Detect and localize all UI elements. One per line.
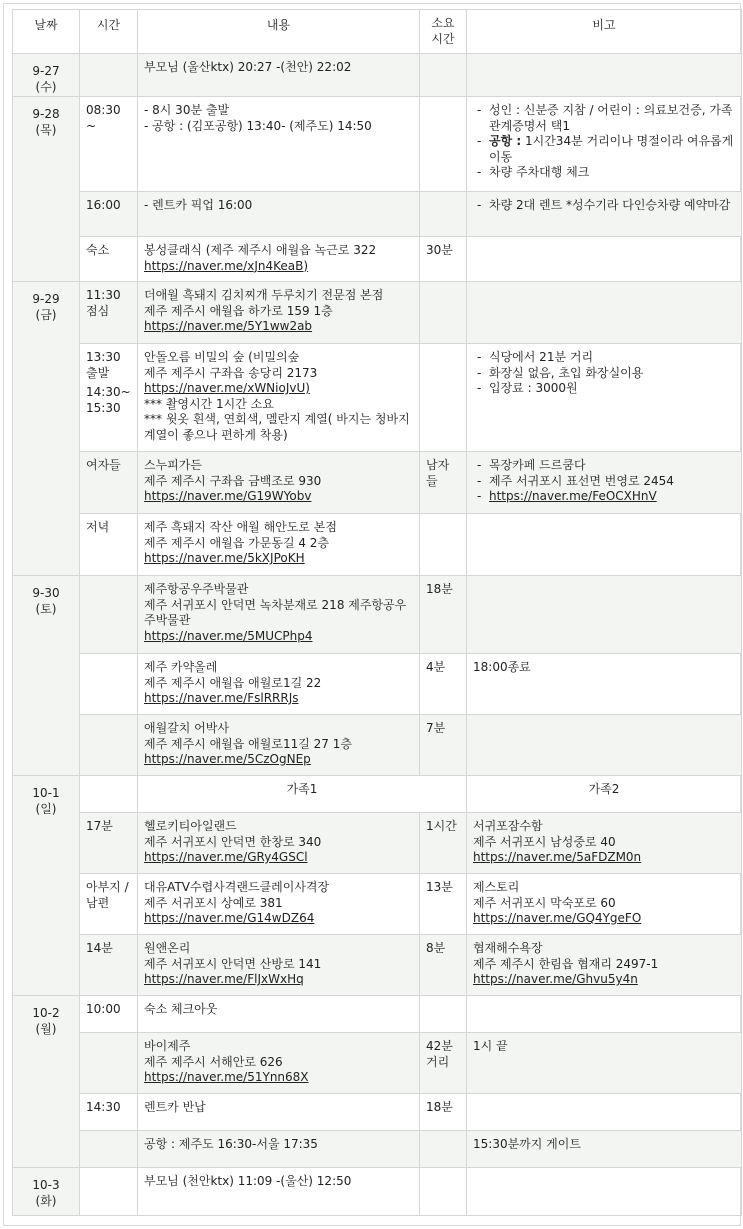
date-label: 10-3 [32, 1178, 60, 1192]
remarks-cell [467, 935, 742, 996]
list-item: - 화장실 없음, 초입 화장실이용 [473, 366, 735, 382]
content-text: 스누피가든 [144, 458, 202, 472]
remarks-cell: 1시 끝 [467, 1033, 742, 1094]
table-row [13, 514, 742, 576]
duration-cell: 18분 [420, 576, 467, 654]
duration-cell: 1시간 [420, 813, 467, 874]
content-text: 제주 서귀포시 남성중로 40 [473, 834, 616, 849]
content-text: 제주 서귀포시 막숙포로 60 [473, 895, 616, 910]
duration-cell [420, 996, 467, 1033]
duration-cell [420, 282, 467, 344]
duration-cell [420, 1168, 467, 1216]
duration-cell [420, 452, 467, 514]
remarks-cell [467, 237, 742, 282]
content-text: 헬로키티아일랜드 [144, 819, 237, 833]
content-text: 제주 제주시 애월읍 가문동길 4 2층 [144, 535, 330, 550]
naver-link[interactable]: https://naver.me/xJn4KeaB) [144, 258, 309, 273]
date-cell [13, 97, 80, 282]
content-text: 제주 서귀포시 안덕면 산방로 141 [144, 956, 322, 971]
time-cell [80, 97, 138, 192]
content-text: 협재해수욕장 [473, 941, 543, 955]
table-row [13, 715, 742, 776]
list-item: - 목장카페 드르쿰다 [473, 458, 735, 474]
content-text: 제주 제주시 서해안로 626 [144, 1054, 283, 1069]
content-text: 대유ATV수렵사격랜드클레이사격장 [144, 880, 330, 894]
weekday-label: (금) [35, 307, 57, 322]
table-row [13, 237, 742, 282]
table-row [13, 1131, 742, 1168]
time-cell [80, 1131, 138, 1168]
content-cell [138, 97, 420, 192]
naver-link[interactable]: https://naver.me/FlJxWxHq [144, 972, 304, 986]
content-text: 봉성클래식 (제주 제주시 애월읍 녹근로 322 [144, 243, 377, 257]
bold-label: 공항 : [489, 134, 522, 148]
list-item: - 성인 : 신분증 지참 / 어린이 : 의료보건증, 가족관계증명서 택1 [473, 103, 735, 134]
date-cell [13, 996, 80, 1168]
time-cell [80, 654, 138, 715]
table-row [13, 654, 742, 715]
weekday-label: (목) [35, 122, 57, 137]
table-row [13, 996, 742, 1033]
table-row [13, 192, 742, 237]
time-cell [80, 776, 138, 813]
naver-link[interactable]: https://naver.me/5MUCPhp4 [144, 628, 313, 643]
content-text: 제주 제주시 구좌읍 송당리 2173 [144, 365, 318, 380]
content-cell [138, 874, 420, 935]
remarks-cell [467, 715, 742, 776]
date-label: 10-1 [32, 786, 60, 800]
content-text: 제주 제주시 애월읍 애월로1길 22 [144, 675, 322, 690]
remarks-cell [467, 874, 742, 935]
content-text: 제주항공우주박물관 [144, 582, 249, 596]
content-cell [138, 282, 420, 344]
time-cell: 숙소 [80, 237, 138, 282]
naver-link[interactable]: https://naver.me/Ghvu5y4n [473, 972, 638, 986]
table-row [13, 54, 742, 97]
content-cell: 렌트카 반납 [138, 1094, 420, 1131]
duration-cell [420, 344, 467, 452]
time-cell: 14:30 [80, 1094, 138, 1131]
duration-cell: 30분 [420, 237, 467, 282]
time-text: 출발 [86, 365, 110, 380]
content-cell [138, 1033, 420, 1094]
content-text: 제주 제주시 애월읍 하가로 159 1층 [144, 303, 333, 318]
naver-link[interactable]: https://naver.me/xWNioJvU) [144, 381, 310, 395]
remarks-cell [467, 996, 742, 1033]
content-cell [138, 452, 420, 514]
table-row [13, 452, 742, 514]
table-row [13, 813, 742, 874]
date-label: 9-30 [32, 586, 60, 600]
time-text: ~ [86, 118, 97, 133]
time-cell [80, 54, 138, 97]
remarks-cell: 18:00종료 [467, 654, 742, 715]
time-cell: 여자들 [80, 452, 138, 514]
time-text: 08:30 [86, 103, 121, 117]
content-text: 제주 제주시 한림읍 협재리 2497-1 [473, 956, 659, 971]
content-cell [138, 54, 420, 97]
remarks-cell [467, 282, 742, 344]
header-content: 내용 [138, 10, 420, 54]
list-item: - 제주 서귀포시 표선면 번영로 2454 [473, 474, 735, 490]
list-item: - 입장료 : 3000원 [473, 381, 735, 397]
date-cell [13, 1168, 80, 1216]
content-text: - 8시 30분 출발 [144, 103, 230, 117]
naver-link[interactable]: https://naver.me/5Y1ww2ab [144, 319, 313, 333]
time-text: 아부지 / 남편 [86, 880, 129, 910]
time-cell [80, 1033, 138, 1094]
remarks-cell [467, 1094, 742, 1131]
list-item [473, 134, 735, 165]
content-text: 제스토리 [473, 880, 520, 894]
remarks-cell [467, 576, 742, 654]
header-remarks: 비고 [467, 10, 742, 54]
time-text: 11:30 [86, 288, 121, 302]
date-cell [13, 54, 80, 97]
weekday-label: (토) [35, 601, 57, 616]
duration-cell: 4분 [420, 654, 467, 715]
header-date: 날짜 [13, 10, 80, 54]
date-cell [13, 282, 80, 576]
content-text: *** 촬영시간 1시간 소요 [144, 396, 274, 411]
remarks-cell [467, 54, 742, 97]
time-cell: 10:00 [80, 996, 138, 1033]
content-text: 서귀포잠수함 [473, 819, 543, 833]
content-text: 원앤온리 [144, 941, 191, 955]
remarks-cell [467, 813, 742, 874]
header-duration [420, 10, 467, 54]
header-duration-line2: 시간 [431, 31, 455, 46]
content-text: 제주 카약올레 [144, 660, 218, 674]
content-text: 제주 서귀포시 안덕면 한창로 340 [144, 834, 322, 849]
time-text: 15:30 [86, 400, 121, 415]
content-text: 애월갈치 어박사 [144, 721, 229, 735]
remarks-cell [467, 452, 742, 514]
time-cell [80, 715, 138, 776]
date-cell [13, 576, 80, 776]
content-cell: 공항 : 제주도 16:30-서울 17:35 [138, 1131, 420, 1168]
date-label: 9-27 [32, 64, 60, 78]
content-cell [138, 715, 420, 776]
duration-cell: 18분 [420, 1094, 467, 1131]
table-row [13, 576, 742, 654]
time-cell: 16:00 [80, 192, 138, 237]
time-cell [80, 1168, 138, 1216]
time-cell [80, 874, 138, 935]
remarks-cell [467, 1168, 742, 1216]
content-cell [138, 813, 420, 874]
table-row [13, 282, 742, 344]
naver-link[interactable]: https://naver.me/5CzOgNEp [144, 752, 311, 766]
content-cell [138, 344, 420, 452]
content-text: 부모님 (울산ktx) 20:27 -(천안) 22:02 [144, 60, 352, 74]
duration-cell: 8분 [420, 935, 467, 996]
weekday-label: (월) [35, 1021, 57, 1036]
duration-cell [420, 192, 467, 237]
header-time: 시간 [80, 10, 138, 54]
date-cell [13, 776, 80, 996]
time-cell [80, 576, 138, 654]
table-row [13, 935, 742, 996]
content-cell: - 렌트카 픽업 16:00 [138, 192, 420, 237]
duration-cell [420, 514, 467, 576]
remarks-cell [467, 192, 742, 237]
list-item: - 차량 주차대행 체크 [473, 165, 735, 181]
content-cell [138, 237, 420, 282]
naver-link[interactable]: https://naver.me/51Ynn68X [144, 1070, 309, 1084]
time-cell: 14분 [80, 935, 138, 996]
content-cell [138, 576, 420, 654]
duration-cell [420, 97, 467, 192]
content-text: 바이제주 [144, 1039, 191, 1053]
table-row [13, 344, 742, 452]
naver-link[interactable]: - https://naver.me/FeOCXHnV [489, 489, 657, 503]
note-text: 1시간34분 거리이나 명절이라 여유롭게 이동 [489, 134, 734, 164]
table-row [13, 1168, 742, 1216]
family2-header: 가족2 [467, 776, 742, 813]
naver-link[interactable]: https://naver.me/G14wDZ64 [144, 911, 315, 925]
duration-cell [420, 1131, 467, 1168]
content-cell [138, 514, 420, 576]
content-text: 제주 흑돼지 작산 애월 해안도로 본점 [144, 520, 337, 534]
remarks-cell: 15:30분까지 게이트 [467, 1131, 742, 1168]
time-text: 14:30~ [86, 385, 131, 399]
content-text: 제주 서귀포시 상예로 381 [144, 895, 283, 910]
header-row [13, 10, 742, 54]
list-item: - 차량 2대 렌트 *성수기라 다인승차량 예약마감 [473, 198, 735, 214]
content-text: 안돌오름 비밀의 숲 (비밀의숲 [144, 350, 300, 364]
time-cell [80, 282, 138, 344]
naver-link[interactable]: https://naver.me/G19WYobv [144, 489, 312, 503]
list-item [473, 489, 735, 505]
content-cell: 부모님 (천안ktx) 11:09 -(울산) 12:50 [138, 1168, 420, 1216]
weekday-label: (일) [35, 801, 57, 816]
content-text: 더애월 흑돼지 김치찌개 두루치기 전문점 본점 [144, 288, 384, 302]
date-label: 9-29 [32, 292, 60, 306]
content-text: 제주 제주시 구좌읍 금백조로 930 [144, 473, 322, 488]
family1-header: 가족1 [138, 776, 467, 813]
content-text: 제주 제주시 애월읍 애월로11길 27 1층 [144, 736, 352, 751]
content-text: *** 윗옷 흰색, 연회색, 멜란지 계열( 바지는 청바지 계열이 좋으나 편하게 착용) [144, 412, 410, 442]
date-label: 10-2 [32, 1006, 60, 1020]
time-cell [80, 344, 138, 452]
content-cell [138, 935, 420, 996]
remarks-cell [467, 344, 742, 452]
duration-cell: 7분 [420, 715, 467, 776]
duration-cell [420, 54, 467, 97]
duration-text: 남자들 [426, 458, 450, 488]
content-cell [138, 654, 420, 715]
date-label: 9-28 [32, 107, 60, 121]
naver-link[interactable]: https://naver.me/FslRRRJs [144, 691, 299, 705]
time-cell: 저녁 [80, 514, 138, 576]
table-row [13, 97, 742, 192]
weekday-label: (화) [35, 1193, 57, 1208]
table-row [13, 1033, 742, 1094]
time-text: 13:30 [86, 350, 121, 364]
duration-text: 42분 거리 [426, 1039, 453, 1069]
naver-link[interactable]: https://naver.me/GRy4GSCl [144, 850, 308, 864]
schedule-table [12, 9, 742, 1216]
table-row [13, 874, 742, 935]
weekday-label: (수) [35, 79, 57, 94]
time-text: 점심 [86, 303, 110, 318]
naver-link[interactable]: https://naver.me/5aFDZM0n [473, 850, 642, 864]
remarks-list [473, 103, 735, 181]
remarks-cell [467, 514, 742, 576]
naver-link[interactable]: https://naver.me/GQ4YgeFO [473, 911, 642, 925]
time-cell: 17분 [80, 813, 138, 874]
naver-link[interactable]: https://naver.me/5kXJPoKH [144, 551, 305, 565]
content-text: - 공항 : (김포공항) 13:40- (제주도) 14:50 [144, 118, 372, 133]
duration-cell [420, 1033, 467, 1094]
content-text: 제주 서귀포시 안덕면 녹차분재로 218 제주항공우주박물관 [144, 597, 407, 627]
remarks-cell [467, 97, 742, 192]
content-cell: 숙소 체크아웃 [138, 996, 420, 1033]
header-duration-line1: 소요 [431, 16, 455, 30]
schedule-frame [3, 3, 741, 1226]
table-row [13, 1094, 742, 1131]
list-item: - 식당에서 21분 거리 [473, 350, 735, 366]
table-row [13, 776, 742, 813]
duration-cell: 13분 [420, 874, 467, 935]
